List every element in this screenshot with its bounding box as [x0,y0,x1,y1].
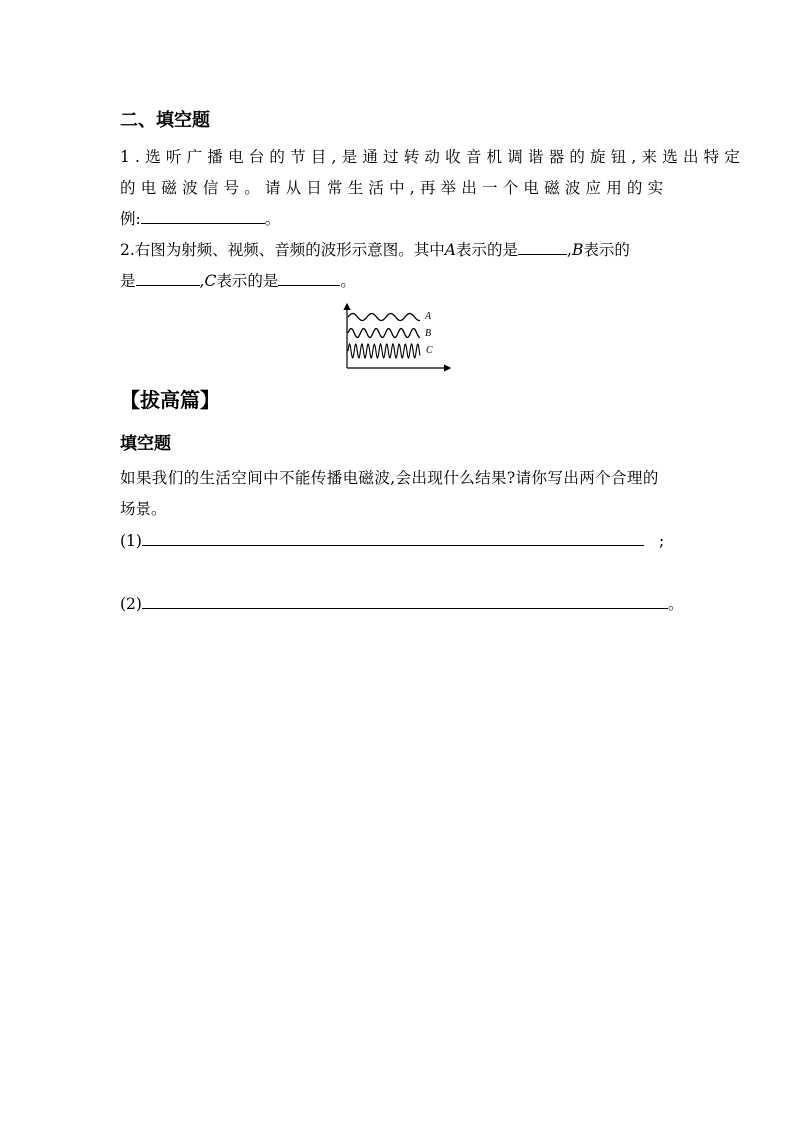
q2-label-c: C [204,272,217,290]
answer-line-2 [120,592,683,614]
answer-1-label: (1) [120,532,142,550]
wave-label-c: C [426,345,433,356]
advanced-question-line-1: 如果我们的生活空间中不能传播电磁波,会出现什么结果?请你写出两个合理的 [120,469,659,487]
q2-line-2 [120,269,356,291]
wave-a [348,314,420,321]
advanced-question-line-2: 场景。 [120,500,167,518]
q2-label-a: A [444,241,456,259]
waveform-figure [338,300,456,374]
q2-text-e: 表示的是 [216,272,279,290]
q2-label-b: B [571,241,584,259]
q1-answer-blank[interactable] [141,208,265,224]
answer-2-blank[interactable] [142,593,668,609]
q1-line-1: 1.选听广播电台的节目,是通过转动收音机调谐器的旋钮,来选出特定 [120,148,746,166]
q1-line-3 [120,207,280,229]
wave-b [348,329,420,338]
q2-blank-c[interactable] [278,270,340,286]
q2-text-c: 表示的 [583,241,630,259]
answer-1-blank[interactable] [142,530,644,546]
answer-2-label: (2) [120,595,142,613]
q2-text-b: 表示的是 [456,241,519,259]
answer-line-1 [120,530,664,550]
section-heading-fill-blank: 二、填空题 [120,110,210,131]
q2-text-d: 是 [120,272,136,290]
q2-sep-1: , [567,241,572,259]
subheading-fill-blank: 填空题 [120,434,171,454]
wave-label-b: B [425,328,432,339]
answer-1-end: ; [658,532,665,550]
q1-example-prefix: 例: [120,210,141,228]
section-heading-advanced: 【拔高篇】 [120,388,220,412]
q2-sep-2: , [199,272,205,290]
q2-text-a: 2.右图为射频、视频、音频的波形示意图。其中 [120,241,445,259]
q1-line-end: 。 [264,210,281,228]
q2-line-1 [120,238,630,260]
answer-2-end: 。 [667,595,684,613]
wave-label-a: A [425,311,432,322]
q2-blank-a[interactable] [518,239,567,255]
q2-blank-b[interactable] [136,270,200,286]
wave-c [348,344,420,358]
q1-line-2: 的电磁波信号。请从日常生活中,再举出一个电磁波应用的实 [120,179,669,197]
q2-line-end: 。 [340,272,356,290]
